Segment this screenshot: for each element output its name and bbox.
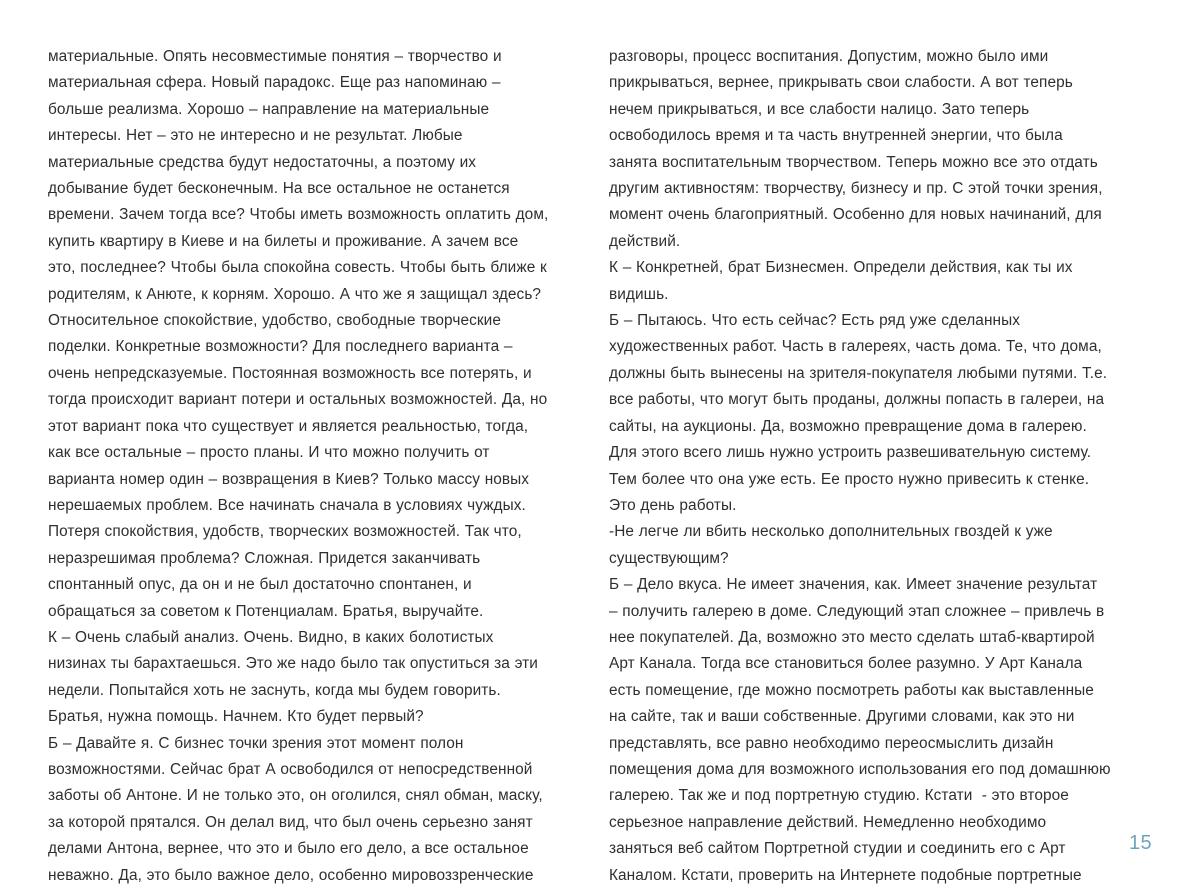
text-line: больше реализма. Хорошо – направление на материальные	[48, 100, 490, 118]
text-line: заботы об Антоне. И не только это, он оголился, снял обман, маску,	[48, 787, 543, 805]
text-line: К – Конкретней, брат Бизнесмен. Определи действия, как ты их	[609, 259, 1073, 277]
text-line: добывание будет бесконечным. На все остальное не останется	[48, 180, 510, 198]
text-line: на сайте, так и ваши собственные. Другими словами, как это ни	[609, 708, 1075, 726]
text-line: Б – Пытаюсь. Что есть сейчас? Есть ряд уже сделанных	[609, 312, 1021, 330]
text-line: Каналом. Кстати, проверить на Интернете подобные портретные	[609, 866, 1082, 884]
text-line: есть помещение, где можно посмотреть работы как выставленные	[609, 681, 1094, 699]
text-line: Для этого всего лишь нужно устроить развешивательную систему.	[609, 444, 1092, 462]
text-line: Б – Давайте я. С бизнес точки зрения этот момент полон	[48, 734, 464, 752]
text-line: поделки. Конкретные возможности? Для последнего варианта –	[48, 338, 513, 356]
text-line: серьезное направление действий. Немедленно необходимо	[609, 813, 1047, 831]
text-line: помещения дома для возможного использования его под домашнюю	[609, 760, 1111, 778]
text-line: – получить галерею в доме. Следующий этап сложнее – привлечь в	[609, 602, 1105, 620]
text-line: Относительное спокойствие, удобство, свободные творческие	[48, 312, 501, 330]
text-line: видишь.	[609, 285, 669, 303]
text-line: за которой прятался. Он делал вид, что был очень серьезно занят	[48, 813, 533, 831]
left-text-column	[48, 44, 591, 889]
text-line: родителям, к Анюте, к корням. Хорошо. А что же я защищал здесь?	[48, 285, 542, 303]
page-number: 15	[1128, 832, 1152, 854]
text-line: разговоры, процесс воспитания. Допустим, можно было ими	[609, 48, 1049, 65]
text-line: тогда происходит вариант потери и остальных возможностей. Да, но	[48, 391, 548, 409]
text-line: заняться веб сайтом Портретной студии и соединить его с Арт	[609, 840, 1066, 858]
text-line: галерею. Так же и под портретную студию. Кстати - это второе	[609, 787, 1069, 805]
text-line: этот вариант пока что существует и является реальностью, тогда,	[48, 417, 529, 435]
text-line: Арт Канала. Тогда все становиться более разумно. У Арт Канала	[609, 655, 1083, 673]
text-line: -Не легче ли вбить несколько дополнительных гвоздей к уже	[609, 523, 1053, 541]
text-line: представлять, все равно необходимо переосмыслить дизайн	[609, 734, 1054, 752]
left-column-paragraph	[48, 44, 591, 889]
text-line: нерешаемых проблем. Все начинать сначала в условиях чуждых.	[48, 496, 526, 514]
text-line: Тем более что она уже есть. Ее просто нужно привесить к стенке.	[609, 470, 1090, 488]
text-line: нечем прикрываться, и все слабости налицо. Зато теперь	[609, 100, 1030, 118]
text-line: Б – Дело вкуса. Не имеет значения, как. Имеет значение результат	[609, 576, 1098, 594]
text-line: существующим?	[609, 549, 729, 567]
text-line: Потеря спокойствия, удобств, творческих возможностей. Так что,	[48, 523, 522, 541]
text-line: спонтанный опус, да он и не был достаточно спонтанен, и	[48, 576, 472, 594]
text-line: неразрешимая проблема? Сложная. Придется заканчивать	[48, 549, 481, 567]
text-line: материальные средства будут недостаточны, а поэтому их	[48, 153, 477, 171]
text-line: Это день работы.	[609, 496, 737, 514]
text-line: недели. Попытайся хоть не заснуть, когда мы будем говорить.	[48, 681, 501, 699]
text-line: сайты, на аукционы. Да, возможно превращение дома в галерею.	[609, 417, 1087, 435]
text-line: это, последнее? Чтобы была спокойна совесть. Чтобы быть ближе к	[48, 259, 547, 277]
text-line: времени. Зачем тогда все? Чтобы иметь возможность оплатить дом,	[48, 206, 549, 224]
text-line: неважно. Да, это было важное дело, особенно мировоззренческие	[48, 866, 534, 884]
text-line: нее покупателей. Да, возможно это место сделать штаб-квартирой	[609, 628, 1095, 646]
text-line: момент очень благоприятный. Особенно для новых начинаний, для	[609, 206, 1102, 224]
text-line: все работы, что могут быть проданы, должны попасть в галереи, на	[609, 391, 1105, 409]
text-line: занята воспитательным творчеством. Теперь можно все это отдать	[609, 153, 1098, 171]
text-line: прикрываться, вернее, прикрывать свои слабости. А вот теперь	[609, 74, 1073, 92]
text-line: другим активностям: творчеству, бизнесу и пр. С этой точки зрения,	[609, 180, 1103, 198]
text-line: материальная сфера. Новый парадокс. Еще раз напоминаю –	[48, 74, 501, 92]
right-text-column	[609, 44, 1152, 889]
text-line: возможностями. Сейчас брат А освободился от непосредственной	[48, 760, 533, 778]
right-column-paragraph	[609, 44, 1152, 889]
text-line: как все остальные – просто планы. И что можно получить от	[48, 444, 490, 462]
text-line: варианта номер один – возвращения в Киев? Только массу новых	[48, 470, 530, 488]
text-line: низинах ты барахтаешься. Это же надо было так опуститься за эти	[48, 655, 538, 673]
text-line: художественных работ. Часть в галереях, часть дома. Те, что дома,	[609, 338, 1102, 356]
text-line: обращаться за советом к Потенциалам. Братья, выручайте.	[48, 602, 484, 620]
text-line: купить квартиру в Киеве и на билеты и проживание. А зачем все	[48, 232, 519, 250]
text-line: очень непредсказуемые. Постоянная возможность все потерять, и	[48, 364, 532, 382]
text-line: интересы. Нет – это не интересно и не результат. Любые	[48, 127, 463, 145]
text-line: Братья, нужна помощь. Начнем. Кто будет первый?	[48, 708, 424, 726]
text-line: должны быть вынесены на зрителя-покупателя любыми путями. Т.е.	[609, 364, 1108, 382]
text-line: действий.	[609, 232, 681, 250]
text-line: материальные. Опять несовместимые понятия – творчество и	[48, 48, 502, 65]
text-line: делами Антона, вернее, что это и было его дело, а все остальное	[48, 840, 529, 858]
text-line: освободилось время и та часть внутренней энергии, что была	[609, 127, 1063, 145]
text-line: К – Очень слабый анализ. Очень. Видно, в каких болотистых	[48, 628, 494, 646]
